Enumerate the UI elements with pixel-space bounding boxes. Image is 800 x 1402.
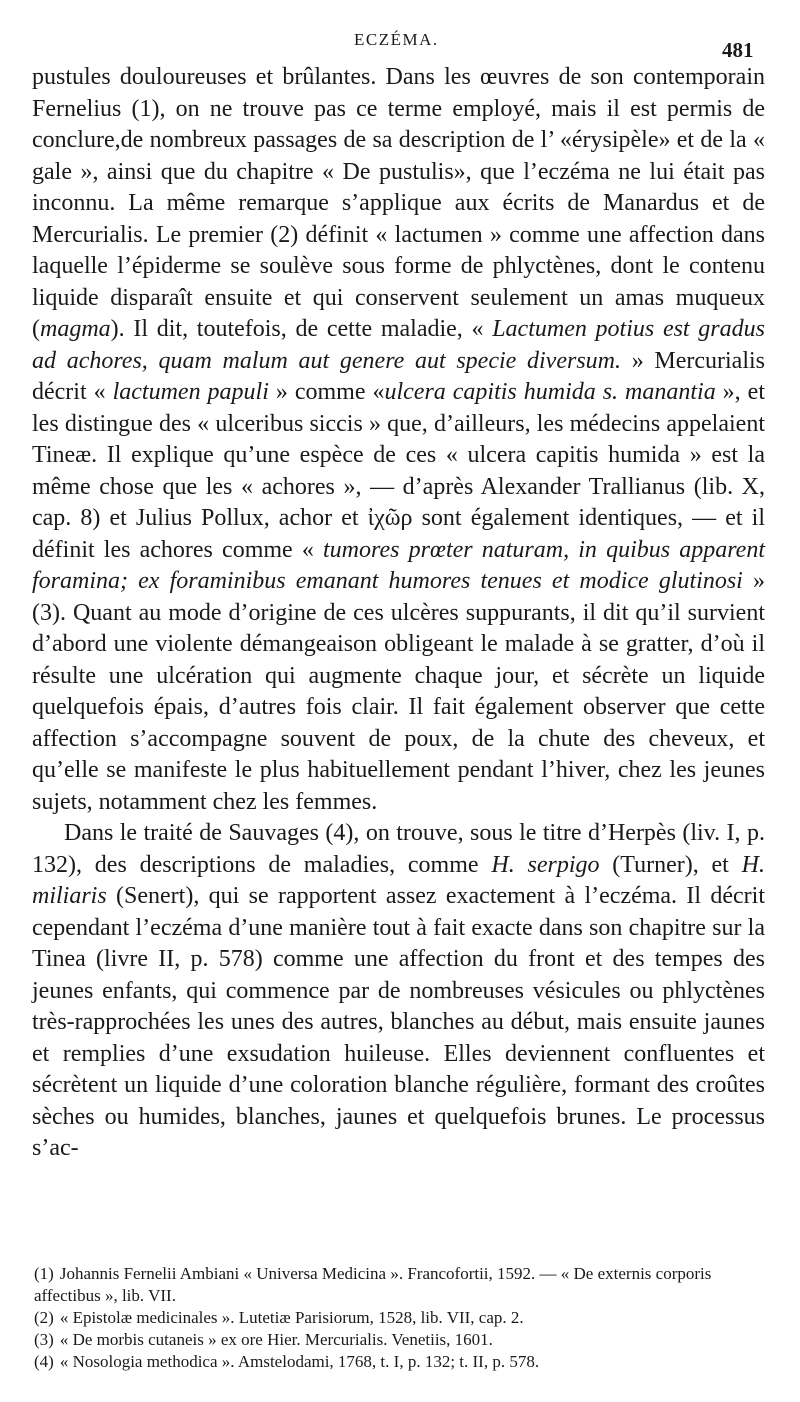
- footnote-mark: (3): [34, 1330, 54, 1349]
- paragraph-mercurialis: [32, 62, 765, 818]
- body-text: [32, 62, 765, 1165]
- latin-quote: Lactumen potius est gradus ad achores, quam malum aut genere aut specie diversum.: [32, 316, 765, 374]
- footnote-text: « Nosologia methodica ». Amstelodami, 1768, t. I, p. 132; t. II, p. 578.: [59, 1352, 540, 1371]
- text-run: ). Il dit, toutefois, de cette maladie, «: [110, 316, 493, 342]
- text-run: pustules douloureuses et brûlantes. Dans les œuvres de son contemporain Fernelius (1), on ne trouve pas ce terme employé, mais il est permis de conclure,de nombreux passages de sa description de l’ «érysipèle» et de la « gale », ainsi que du chapitre « De pustulis», que l’eczéma ne lui était pas inconnu. La même remarque s’applique aux écrits de Manardus et de Mercurialis. Le premier (2) définit « lactumen » comme une affection dans laquelle l’épiderme se soulève sous forme de phlyctènes, dont le contenu liquide disparaît ensuite et qui conservent seulement un amas muqueux (: [32, 64, 765, 342]
- italic-term: H. serpigo: [491, 851, 600, 878]
- latin-quote: lactumen papuli: [112, 379, 269, 405]
- text-run: » comme «: [268, 379, 385, 405]
- running-title: ECZÉMA.: [354, 30, 439, 49]
- footnote-mark: (4): [34, 1352, 54, 1371]
- text-run: » Mercurialis décrit «: [32, 347, 766, 405]
- text-run: Dans le traité de Sauvages (4), on trouve, sous le titre d’Herpès (liv. I, p. 132), des descriptions de maladies, comme: [32, 820, 765, 878]
- latin-quote: tumores prœter naturam, in quibus apparent foramina; ex foraminibus emanant humores tenues et modice glutinosi: [32, 536, 765, 594]
- footnote-text: Johannis Fernelii Ambiani « Universa Medicina ». Francofortii, 1592. — « De externis corporis affectibus », lib. VII.: [34, 1264, 712, 1305]
- page-number: 481: [722, 38, 754, 62]
- text-run: (Senert), qui se rapportent assez exactement à l’eczéma. Il décrit cependant l’eczéma d’une manière tout à fait exacte dans son chapitre sur la Tinea (livre II, p. 578) comme une affection du front et des tempes des jeunes enfants, qui commence par de nombreuses vésicules ou phlyctènes très-rapprochées les unes des autres, blanches au début, mais ensuite jaunes et remplies d’une exsudation huileuse. Elles deviennent confluentes et sécrètent un liquide d’une coloration blanche régulière, formant des croûtes sèches ou humides, blanches, jaunes et quelquefois brunes. Le processus s’ac-: [32, 883, 765, 1161]
- italic-term: H. miliaris: [32, 851, 765, 909]
- footnote-text: « Epistolæ medicinales ». Lutetiæ Parisiorum, 1528, lib. VII, cap. 2.: [59, 1308, 524, 1327]
- italic-term: magma: [40, 316, 111, 342]
- footnotes: [34, 1263, 767, 1373]
- running-head: [0, 30, 800, 60]
- footnote: [34, 1307, 767, 1329]
- text-run: (Turner), et: [599, 851, 742, 878]
- text-run: » (3). Quant au mode d’origine de ces ulcères suppurants, il dit qu’il survient d’abord une violente démangeaison obligeant le malade à se gratter, d’où il résulte une ulcération qui augmente chaque jour, et sécrète un liquide quelquefois épais, d’autres fois clair. Il fait également observer que cette affection s’accompagne souvent de poux, de la chute des cheveux, et qu’elle se manifeste le plus habituellement pendant l’hiver, chez les jeunes sujets, notamment chez les femmes.: [32, 568, 766, 815]
- footnote-text: « De morbis cutaneis » ex ore Hier. Mercurialis. Venetiis, 1601.: [59, 1330, 493, 1349]
- footnote: [34, 1329, 767, 1351]
- footnote-mark: (1): [34, 1264, 54, 1283]
- paragraph-sauvages: [32, 818, 765, 1165]
- text-run: », et les distingue des « ulceribus siccis » que, d’ailleurs, les médecins appelaient Tineæ. Il explique qu’une espèce de ces « ulcera capitis humida » est la même chose que les « achores », — d’après Alexander Trallianus (lib. X, cap. 8) et Julius Pollux, achor et ἰχῶρ sont également identiques, — et il définit les achores comme «: [32, 379, 765, 563]
- footnote: [34, 1351, 767, 1373]
- footnote: [34, 1263, 767, 1307]
- footnote-mark: (2): [34, 1308, 54, 1327]
- latin-quote: ulcera capitis humida s. manantia: [384, 379, 716, 405]
